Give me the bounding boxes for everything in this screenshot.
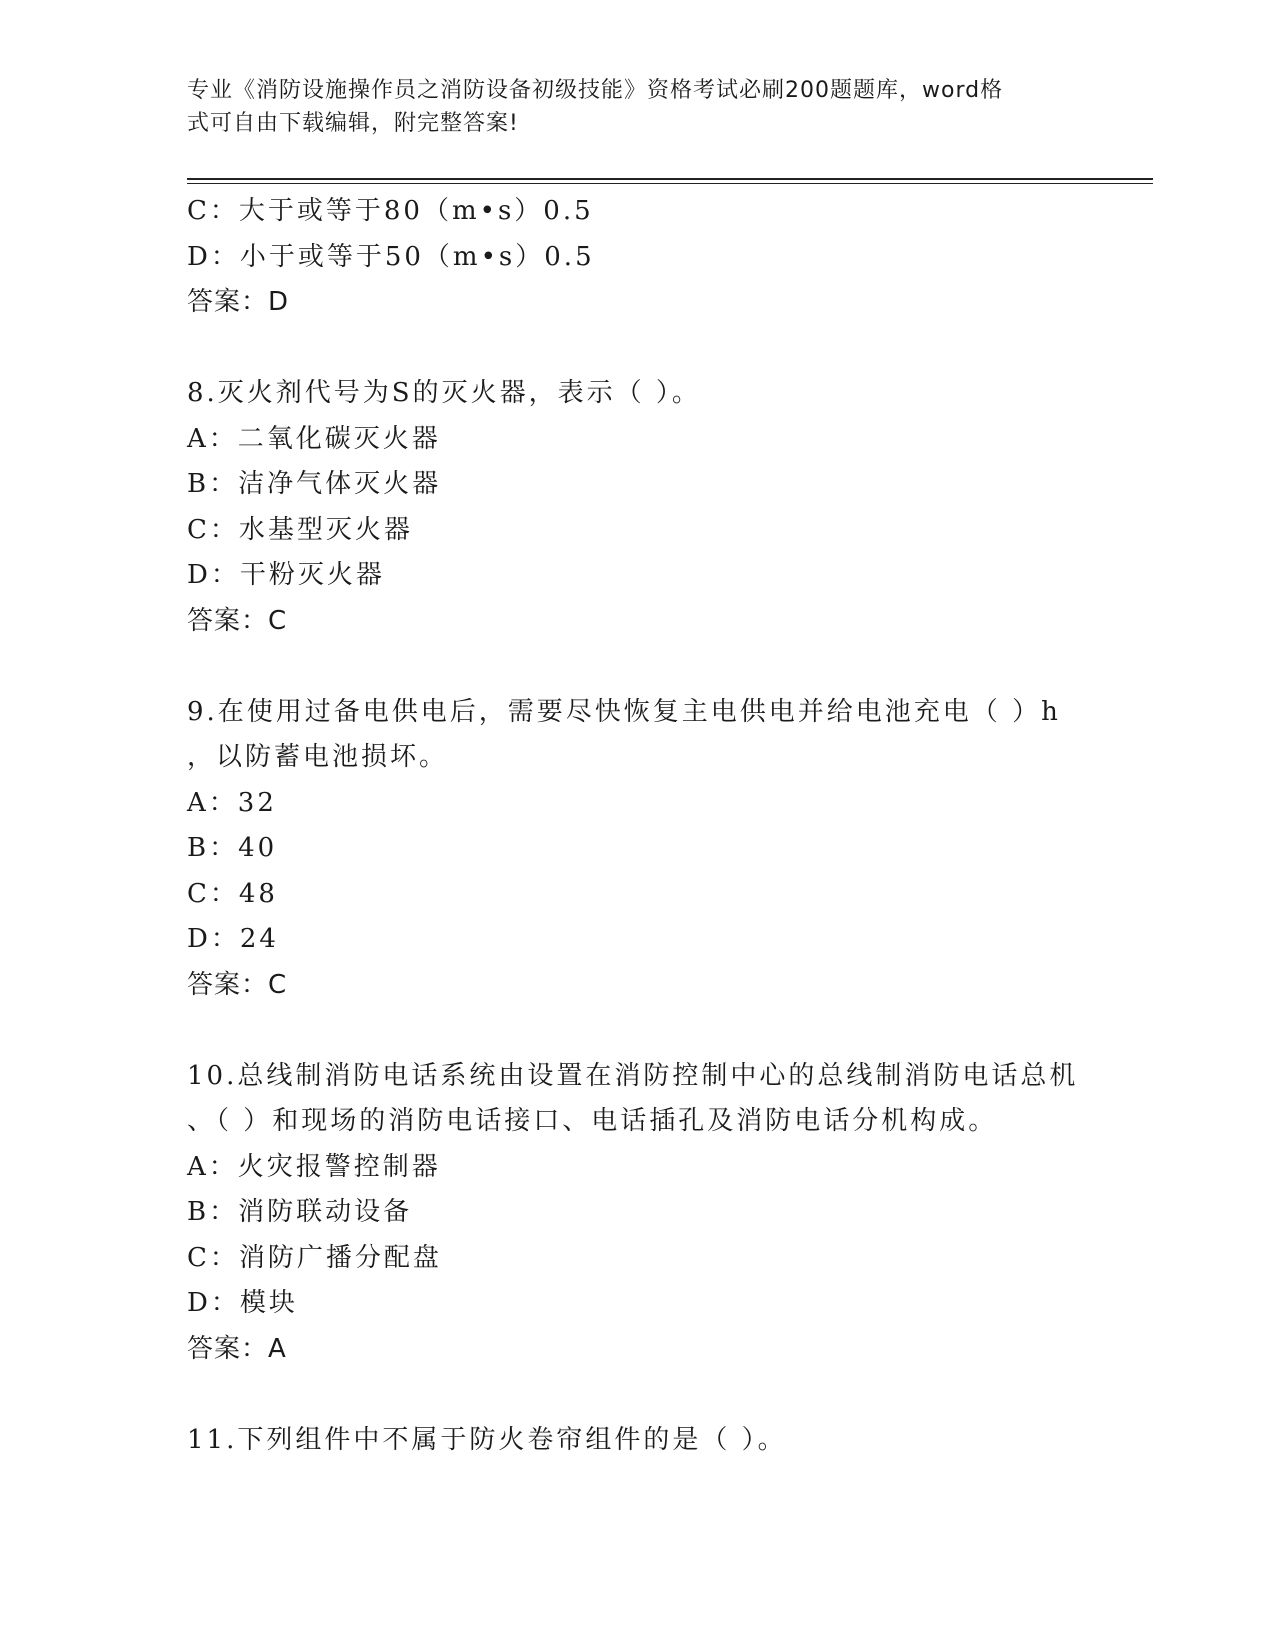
q10-option-b: B：消防联动设备: [187, 1197, 413, 1227]
header-line-2: 式可自由下载编辑，附完整答案!: [187, 111, 519, 136]
q10-option-a: A：火灾报警控制器: [187, 1151, 441, 1182]
header-divider-thick: [187, 178, 1153, 180]
q10-stem-line-2: 、（ ）和现场的消防电话接口、电话插孔及消防电话分机构成。: [187, 1106, 998, 1136]
q11-stem: 11.下列组件中不属于防火卷帘组件的是（ ）。: [187, 1424, 787, 1455]
question-7-tail: [187, 189, 1087, 326]
question-11: [187, 1418, 1087, 1464]
question-9: [187, 690, 1087, 1009]
spacer: [187, 644, 1087, 690]
question-list: [187, 189, 1087, 1463]
spacer: [187, 326, 1087, 372]
q9-stem-line-1: 9.在使用过备电供电后，需要尽快恢复主电供电并给电池充电（ ）h: [187, 696, 1061, 727]
q10-answer: 答案：A: [187, 1333, 287, 1364]
q8-option-b: B：洁净气体灭火器: [187, 469, 442, 499]
question-8: [187, 371, 1087, 644]
q7-option-d: D：小于或等于50（m•s）0.5: [187, 241, 595, 272]
q9-option-d: D：24: [187, 924, 279, 954]
q10-stem-line-1: 10.总线制消防电话系统由设置在消防控制中心的总线制消防电话总机: [187, 1060, 1079, 1091]
header-line-1: 专业《消防设施操作员之消防设备初级技能》资格考试必刷200题题库，word格: [187, 78, 1004, 103]
spacer: [187, 1008, 1087, 1054]
q10-option-c: C：消防广播分配盘: [187, 1242, 442, 1273]
q7-answer: 答案：D: [187, 287, 290, 317]
q8-option-d: D：干粉灭火器: [187, 560, 385, 590]
q9-option-a: A：32: [187, 787, 277, 818]
header-divider-thin: [187, 183, 1153, 184]
q8-option-c: C：水基型灭火器: [187, 514, 413, 545]
q7-option-c: C：大于或等于80（m•s）0.5: [187, 196, 594, 226]
question-10: [187, 1054, 1087, 1373]
q9-option-b: B：40: [187, 833, 278, 863]
document-header: [187, 74, 1067, 140]
q9-answer: 答案：C: [187, 969, 288, 1000]
spacer: [187, 1372, 1087, 1418]
q9-stem-line-2: ，以防蓄电池损坏。: [187, 742, 449, 772]
q9-option-c: C：48: [187, 878, 278, 909]
q8-stem: 8.灭火剂代号为S的灭火器，表示（ ）。: [187, 378, 701, 408]
q8-option-a: A：二氧化碳灭火器: [187, 423, 441, 454]
q10-option-d: D：模块: [187, 1288, 298, 1318]
q8-answer: 答案：C: [187, 605, 288, 636]
